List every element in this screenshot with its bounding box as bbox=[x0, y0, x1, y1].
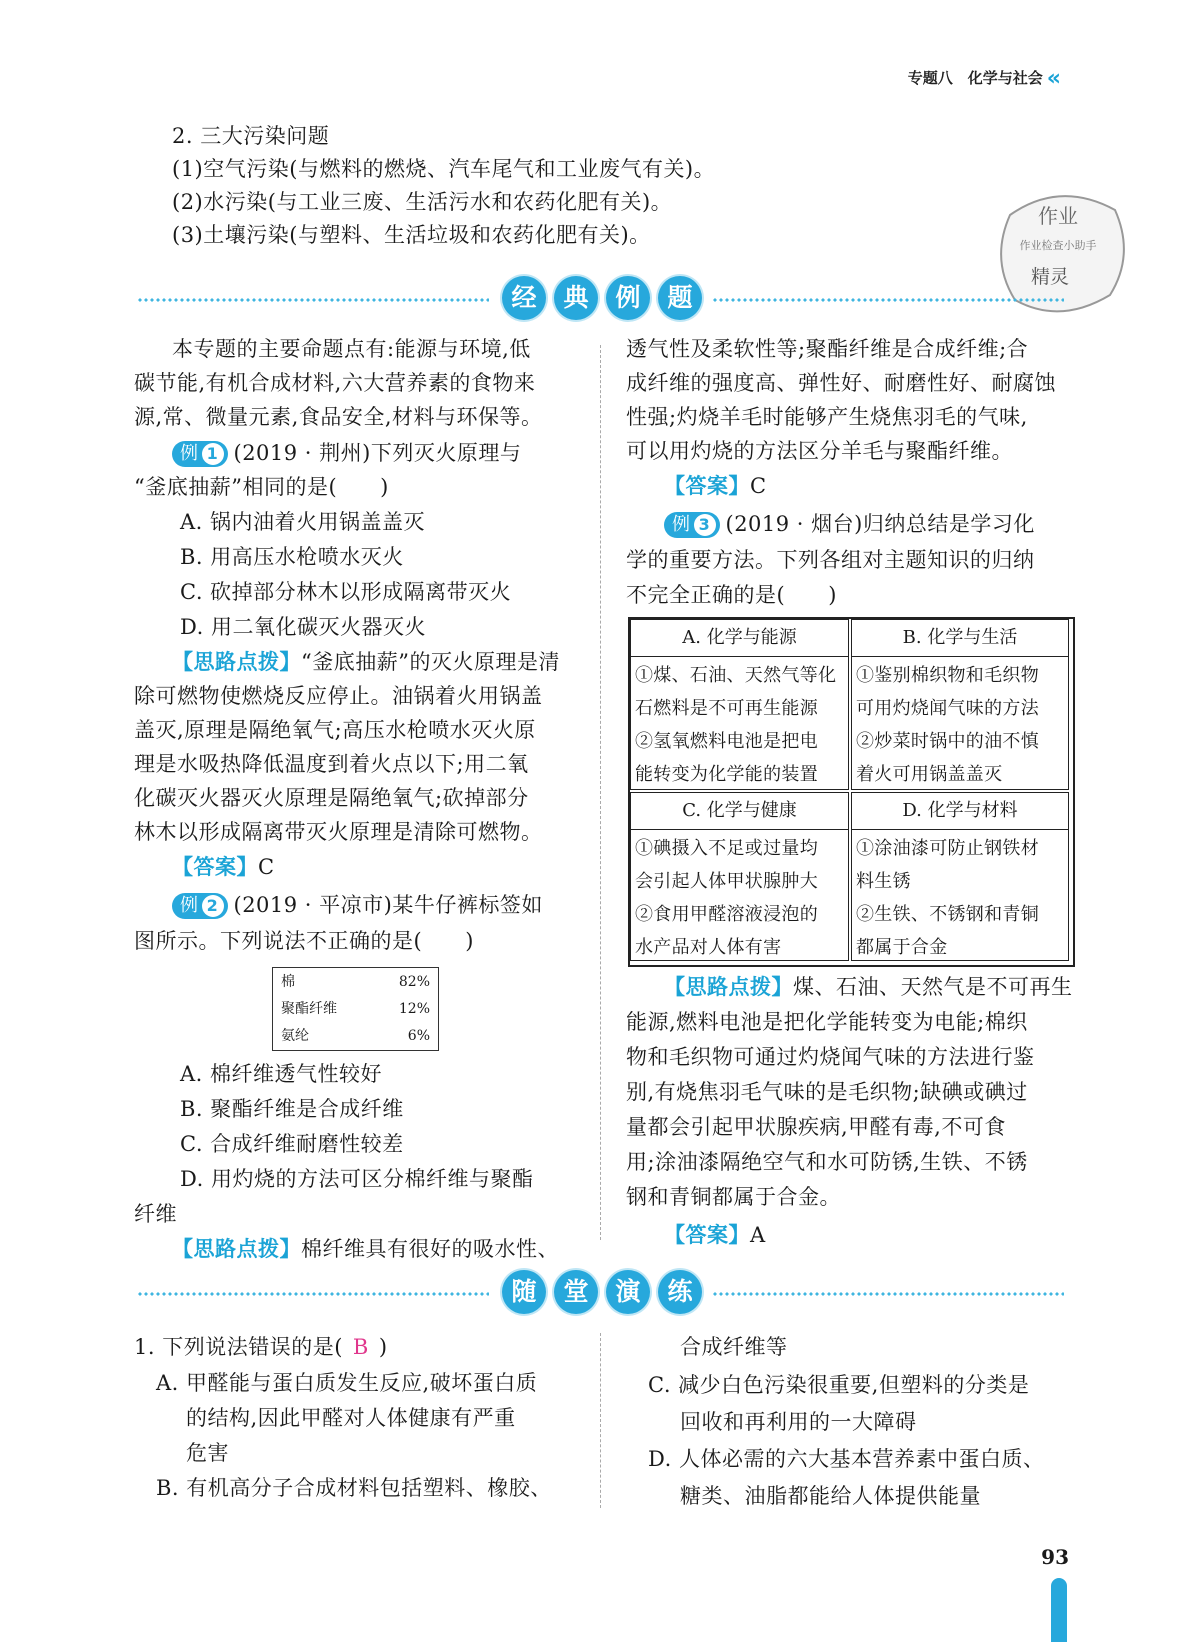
example-2-option: B. 聚酯纤维是合成纤维 bbox=[180, 1097, 404, 1121]
running-header bbox=[908, 66, 1061, 91]
example-3-stem-cont: 不完全正确的是( ) bbox=[626, 583, 837, 607]
summary-table bbox=[628, 617, 1075, 967]
example-2-hint: 【思路点拨】棉纤维具有很好的吸水性、 bbox=[172, 1237, 559, 1261]
hint-line: 盖灭,原理是隔绝氧气;高压水枪喷水灭火原 bbox=[134, 718, 536, 742]
practice-option-cont: 回收和再利用的一大障碍 bbox=[680, 1410, 917, 1434]
example-1-stem-cont: “釜底抽薪”相同的是( ) bbox=[134, 475, 389, 499]
example-2-stem: 例 2 (2019 · 平凉市)某牛仔裤标签如 bbox=[172, 888, 543, 922]
example-2-option: D. 用灼烧的方法可区分棉纤维与聚酯 bbox=[180, 1167, 534, 1191]
example-1-option: D. 用二氧化碳灭火器灭火 bbox=[180, 615, 426, 639]
example-1-hint: 【思路点拨】“釜底抽薪”的灭火原理是清 bbox=[172, 650, 560, 674]
example-1-stem: 例 1 (2019 · 荆州)下列灭火原理与 bbox=[172, 436, 521, 470]
practice-option: C. 减少白色污染很重要,但塑料的分类是 bbox=[648, 1373, 1030, 1397]
example-2-answer: 【答案】C bbox=[664, 474, 767, 498]
column-divider bbox=[600, 1333, 601, 1508]
section-banner-examples bbox=[137, 276, 1064, 322]
pollution-soil: (3)土壤污染(与塑料、生活垃圾和农药化肥有关)。 bbox=[172, 223, 651, 247]
example-2-stem-cont: 图所示。下列说法不正确的是( ) bbox=[134, 929, 474, 953]
banner-char: 堂 bbox=[554, 1270, 598, 1314]
hint-line: 物和毛织物可通过灼烧闻气味的方法进行鉴 bbox=[626, 1045, 1035, 1069]
hint-line: 性强;灼烧羊毛时能够产生烧焦羽毛的气味, bbox=[626, 405, 1028, 429]
banner-char: 典 bbox=[554, 276, 598, 320]
practice-option: B. 有机高分子合成材料包括塑料、橡胶、 bbox=[156, 1476, 552, 1500]
example-2-option-cont: 纤维 bbox=[134, 1202, 177, 1226]
example-1-answer: 【答案】C bbox=[172, 855, 275, 879]
hint-line: 除可燃物使燃烧反应停止。油锅着火用锅盖 bbox=[134, 684, 543, 708]
example-3-stem: 例 3 (2019 · 烟台)归纳总结是学习化 bbox=[664, 507, 1035, 541]
example-3-answer: 【答案】A bbox=[664, 1223, 766, 1247]
page-edge-tab bbox=[1051, 1578, 1067, 1642]
hint-line: 可以用灼烧的方法区分羊毛与聚酯纤维。 bbox=[626, 439, 1013, 463]
example-3-stem-cont: 学的重要方法。下列各组对主题知识的归纳 bbox=[626, 548, 1035, 572]
example-2-option: A. 棉纤维透气性较好 bbox=[180, 1062, 383, 1086]
example-3-hint: 【思路点拨】煤、石油、天然气是不可再生 bbox=[664, 975, 1073, 999]
hint-line: 用;涂油漆隔绝空气和水可防锈,生铁、不锈 bbox=[626, 1150, 1028, 1174]
label-row: 聚酯纤维 12% bbox=[281, 1001, 430, 1017]
practice-option-cont: 糖类、油脂都能给人体提供能量 bbox=[680, 1484, 981, 1508]
hint-line: 化碳灭火器灭火原理是隔绝氧气;砍掉部分 bbox=[134, 786, 529, 810]
practice-option-cont: 危害 bbox=[186, 1441, 229, 1465]
double-chevron-icon: « bbox=[1046, 66, 1061, 91]
table-cell-c: C. 化学与健康 ①碘摄入不足或过量均 会引起人体甲状腺肿大 ②食用甲醛溶液浸泡的 水产品对人体有害 bbox=[630, 792, 849, 961]
pollution-water: (2)水污染(与工业三废、生活污水和农药化肥有关)。 bbox=[172, 190, 673, 214]
table-cell-a: A. 化学与能源 ①煤、石油、天然气等化 石燃料是不可再生能源 ②氢氧燃料电池是把电 能转变为化学能的装置 bbox=[630, 619, 849, 790]
hint-line: 能源,燃料电池是把化学能转变为电能;棉织 bbox=[626, 1010, 1028, 1034]
example-2-option: C. 合成纤维耐磨性较差 bbox=[180, 1132, 404, 1156]
garment-label-table bbox=[272, 967, 439, 1051]
example-badge: 例 2 bbox=[172, 893, 228, 919]
banner-char: 演 bbox=[606, 1270, 650, 1314]
practice-option: A. 甲醛能与蛋白质发生反应,破坏蛋白质 bbox=[156, 1371, 538, 1395]
svg-text:作业: 作业 bbox=[1038, 204, 1078, 228]
pollution-heading: 2. 三大污染问题 bbox=[172, 124, 330, 148]
hint-line: 量都会引起甲状腺疾病,甲醛有毒,不可食 bbox=[626, 1115, 1006, 1139]
example-1-option: B. 用高压水枪喷水灭火 bbox=[180, 545, 404, 569]
example-1-option: C. 砍掉部分林木以形成隔离带灭火 bbox=[180, 580, 512, 604]
svg-text:精灵: 精灵 bbox=[1030, 266, 1070, 288]
intro-line: 本专题的主要命题点有:能源与环境,低 bbox=[172, 337, 531, 361]
example-badge: 例 1 bbox=[172, 441, 228, 467]
pollution-air: (1)空气污染(与燃料的燃烧、汽车尾气和工业废气有关)。 bbox=[172, 157, 716, 181]
intro-line: 源,常、微量元素,食品安全,材料与环保等。 bbox=[134, 405, 543, 429]
label-row: 氨纶 6% bbox=[281, 1028, 430, 1044]
banner-char: 经 bbox=[502, 276, 546, 320]
column-divider bbox=[600, 345, 601, 1240]
banner-char: 例 bbox=[606, 276, 650, 320]
banner-char: 练 bbox=[658, 1270, 702, 1314]
practice-q1-stem: 1. 下列说法错误的是( B ) bbox=[134, 1335, 388, 1359]
hint-line: 理是水吸热降低温度到着火点以下;用二氧 bbox=[134, 752, 529, 776]
example-badge: 例 3 bbox=[664, 512, 720, 538]
hint-line: 透气性及柔软性等;聚酯纤维是合成纤维;合 bbox=[626, 337, 1029, 361]
practice-option: D. 人体必需的六大基本营养素中蛋白质、 bbox=[648, 1447, 1045, 1471]
banner-char: 随 bbox=[502, 1270, 546, 1314]
table-cell-b: B. 化学与生活 ①鉴别棉织物和毛织物 可用灼烧闻气味的方法 ②炒菜时锅中的油不慎 着火可用锅盖盖灭 bbox=[851, 619, 1069, 790]
practice-option-cont: 的结构,因此甲醛对人体健康有严重 bbox=[186, 1406, 516, 1430]
hint-line: 林木以形成隔离带灭火原理是清除可燃物。 bbox=[134, 820, 543, 844]
banner-char: 题 bbox=[658, 276, 702, 320]
hint-line: 成纤维的强度高、弹性好、耐磨性好、耐腐蚀 bbox=[626, 371, 1056, 395]
page-number: 93 bbox=[1041, 1545, 1069, 1569]
label-row: 棉 82% bbox=[281, 974, 430, 990]
intro-line: 碳节能,有机合成材料,六大营养素的食物来 bbox=[134, 371, 536, 395]
hint-line: 钢和青铜都属于合金。 bbox=[626, 1185, 841, 1209]
practice-option-cont: 合成纤维等 bbox=[680, 1335, 788, 1359]
section-banner-practice bbox=[137, 1270, 1064, 1316]
example-1-option: A. 锅内油着火用锅盖盖灭 bbox=[180, 510, 426, 534]
q1-answer: B bbox=[352, 1335, 369, 1359]
svg-text:作业检查小助手: 作业检查小助手 bbox=[1019, 239, 1097, 252]
table-cell-d: D. 化学与材料 ①涂油漆可防止钢铁材 料生锈 ②生铁、不锈钢和青铜 都属于合金 bbox=[851, 792, 1069, 961]
hint-line: 别,有烧焦羽毛气味的是毛织物;缺碘或碘过 bbox=[626, 1080, 1028, 1104]
header-title: 专题八 化学与社会 bbox=[907, 69, 1043, 87]
